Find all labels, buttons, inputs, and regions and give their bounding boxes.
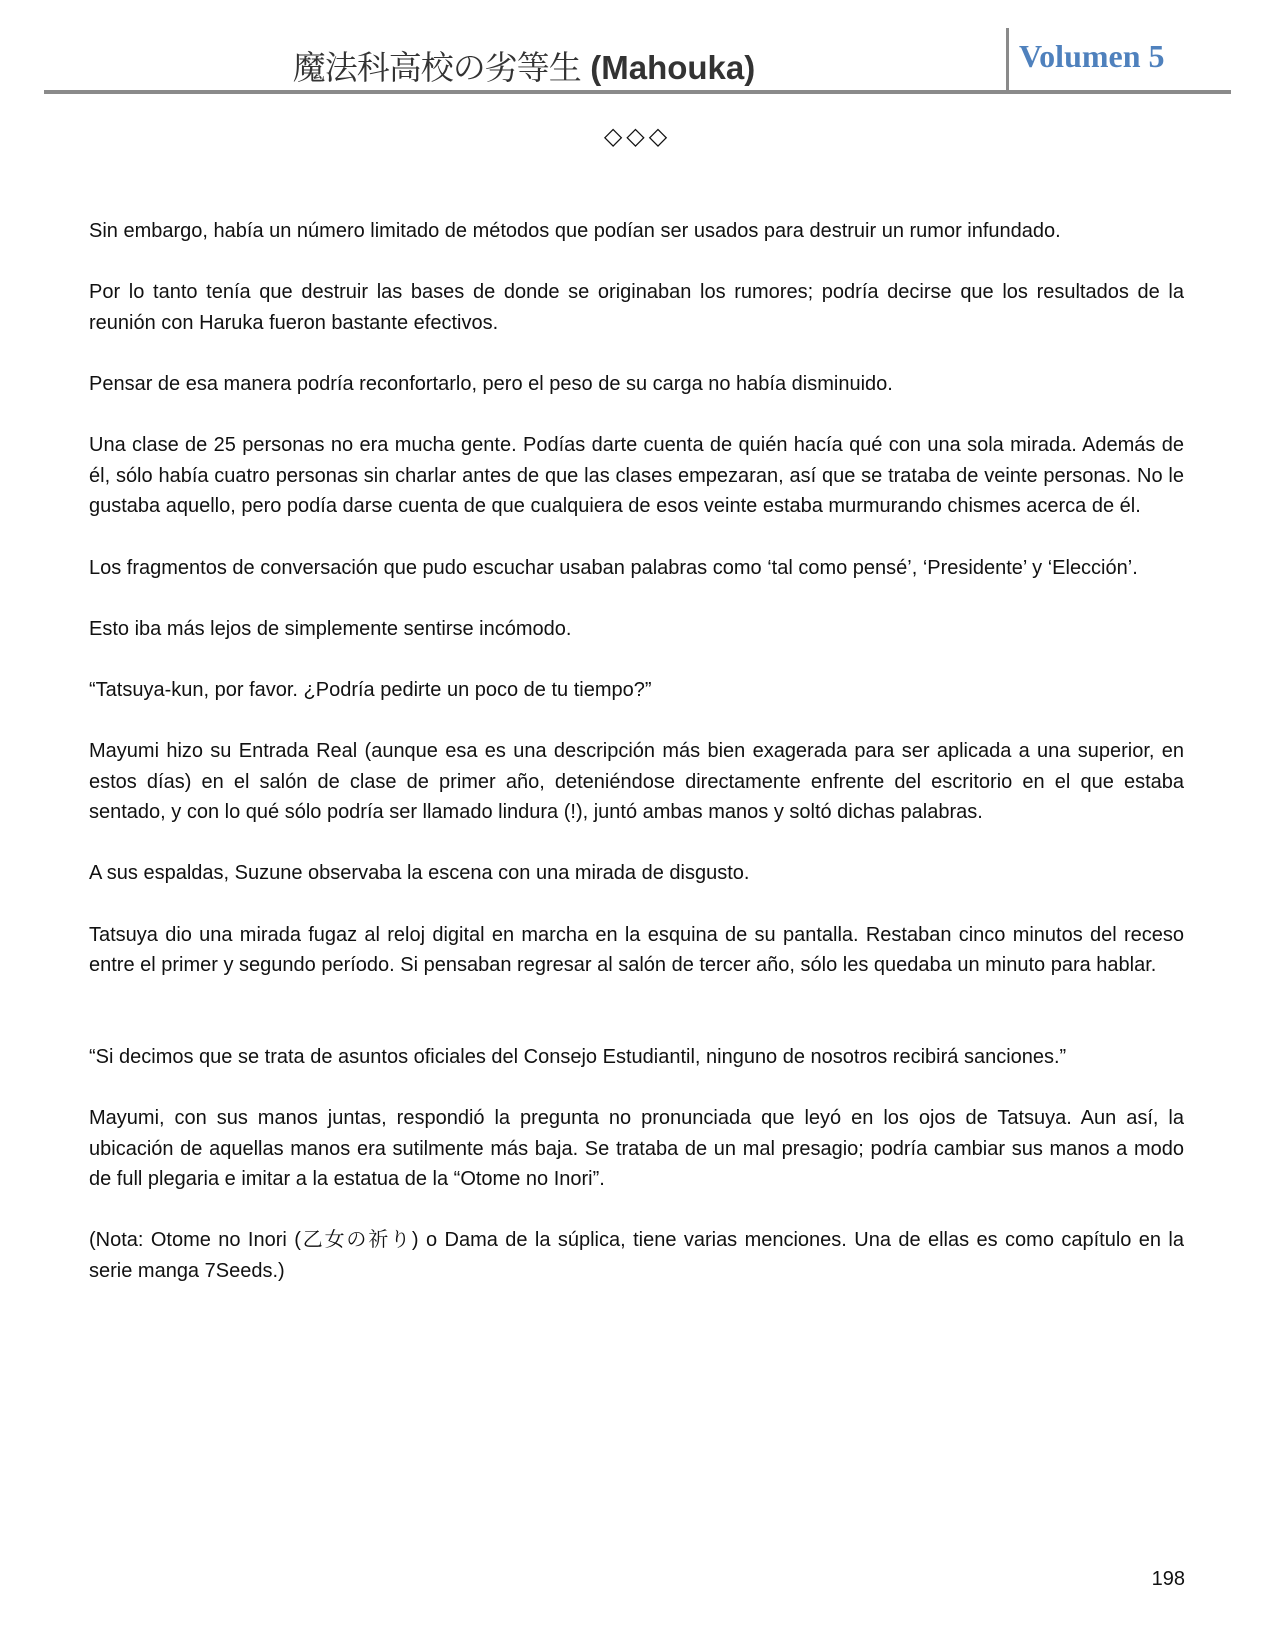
paragraph: Esto iba más lejos de simplemente sentirse incómodo. xyxy=(89,617,572,640)
paragraph: Los fragmentos de conversación que pudo escuchar usaban palabras como ‘tal como pensé’, ‘Presidente’ y ‘Elección’. xyxy=(89,556,1138,579)
paragraph: Una clase de 25 personas no era mucha gente. Podías darte cuenta de quién hacía qué con una sola mirada. Además de él, sólo había cuatro personas sin charlar antes de que las clases empezaran, así que se trataba de veinte personas. No le gustaba aquello, pero podía darse cuenta de que cualquiera de esos veinte estaba murmurando chismes acerca de él. xyxy=(89,434,1184,518)
body-text xyxy=(89,216,1184,1317)
paragraph: A sus espaldas, Suzune observaba la escena con una mirada de disgusto. xyxy=(89,862,750,885)
paragraph: Pensar de esa manera podría reconfortarlo, pero el peso de su carga no había disminuido. xyxy=(89,372,893,395)
page-number: 198 xyxy=(1151,1568,1185,1590)
paragraph: Mayumi, con sus manos juntas, respondió la pregunta no pronunciada que leyó en los ojos de Tatsuya. Aun así, la ubicación de aquellas manos era sutilmente más baja. Se trataba de un mal presagio; podría cambiar sus manos a modo de full plegaria e imitar a la estatua de la “Otome no Inori”. xyxy=(89,1107,1184,1191)
header-vertical-divider xyxy=(1006,28,1009,92)
paragraph: “Si decimos que se trata de asuntos oficiales del Consejo Estudiantil, ninguno de nosotros recibirá sanciones.” xyxy=(89,1045,1067,1068)
header-rule xyxy=(44,90,1231,94)
page-header xyxy=(44,28,1231,94)
paragraph: Tatsuya dio una mirada fugaz al reloj digital en marcha en la esquina de su pantalla. Restaban cinco minutos del receso entre el primer y segundo período. Si pensaban regresar al salón de tercer año, sólo les quedaba un minuto para hablar. xyxy=(89,923,1184,977)
section-separator: ◇◇◇ xyxy=(603,122,672,150)
book-title xyxy=(44,42,1004,89)
paragraph: Sin embargo, había un número limitado de métodos que podían ser usados para destruir un rumor infundado. xyxy=(89,220,1061,242)
volume-label: Volumen 5 xyxy=(1019,38,1165,74)
paragraph: Mayumi hizo su Entrada Real (aunque esa es una descripción más bien exagerada para ser aplicada a una superior, en estos días) en el salón de clase de primer año, deteniéndose directamente enfrente del escritorio en el que estaba sentado, y con lo qué sólo podría ser llamado lindura (!), juntó ambas manos y soltó dichas palabras. xyxy=(89,740,1184,824)
paragraph: “Tatsuya-kun, por favor. ¿Podría pedirte un poco de tu tiempo?” xyxy=(89,678,652,701)
book-title-english: (Mahouka) xyxy=(590,49,756,86)
book-title-japanese: 魔法科高校の劣等生 xyxy=(292,48,581,87)
translator-note: (Nota: Otome no Inori (乙女の祈り) o Dama de la súplica, tiene varias menciones. Una de ellas es como capítulo en la serie manga 7Seeds.) xyxy=(89,1229,1184,1282)
paragraph: Por lo tanto tenía que destruir las bases de donde se originaban los rumores; podría decirse que los resultados de la reunión con Haruka fueron bastante efectivos. xyxy=(89,281,1184,334)
